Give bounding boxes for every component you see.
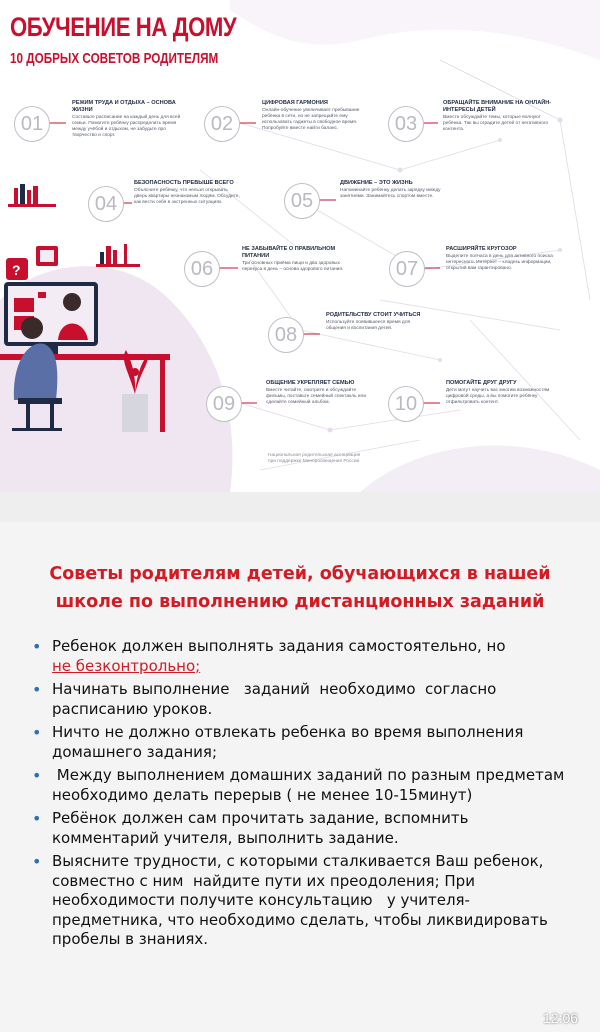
bullet-icon: • xyxy=(32,766,42,785)
tip-number-04: 04 xyxy=(88,186,124,222)
list-item-text: Выясните трудности, с которыми сталкивается Ваш ребенок, совместно с ним найдите пути их преодоления; При необходимости получите консультацию у учителя-предметника, что необходимо сделать, чтобы ликвидировать пробелы в знаниях. xyxy=(52,852,558,948)
tip-body: Три основных приёма пищи и два здоровых перекуса в день – основа здорового питания. xyxy=(242,261,344,272)
tip-number-07: 07 xyxy=(389,251,425,287)
tip-10 xyxy=(446,380,556,406)
tip-body: Используйте появившееся время для общения и воспитания детей. xyxy=(326,320,411,331)
tip-number-02: 02 xyxy=(204,106,240,142)
list-item xyxy=(32,680,572,719)
tip-heading: ПОМОГАЙТЕ ДРУГ ДРУГУ xyxy=(446,380,517,386)
source-line: Национальная родительская ассоциация xyxy=(268,453,361,458)
tip-number-03: 03 xyxy=(388,106,424,142)
bullet-icon: • xyxy=(32,723,42,742)
list-item-highlight: не безконтрольно; xyxy=(52,656,201,675)
tip-heading: НЕ ЗАБЫВАЙТЕ О ПРАВИЛЬНОМ ПИТАНИИ xyxy=(242,246,336,259)
tip-09 xyxy=(266,380,374,406)
list-item xyxy=(32,637,572,676)
tip-06 xyxy=(242,246,352,273)
tip-03 xyxy=(443,100,561,133)
advice-heading xyxy=(0,560,600,616)
list-item-text: Ребёнок должен сам прочитать задание, вспомнить комментарий учителя, выполнить задание. xyxy=(52,809,469,847)
tip-number-05: 05 xyxy=(284,183,320,219)
infographic-image xyxy=(0,0,600,492)
list-item-text: Между выполнением домашних заданий по разным предметам необходимо делать перерыв ( не менее 10-15минут) xyxy=(52,766,570,804)
list-item xyxy=(32,852,572,950)
list-item-text: Ребенок должен выполнять задания самостоятельно, но xyxy=(52,637,506,655)
tip-body: Дети могут научить вас многим возможностям цифровой среды, а вы помогите ребёнку отфильтровать контент. xyxy=(446,388,550,405)
advice-list xyxy=(32,637,572,954)
list-item xyxy=(32,809,572,848)
tip-number-01: 01 xyxy=(14,106,50,142)
tip-heading: РОДИТЕЛЬСТВУ СТОИТ УЧИТЬСЯ xyxy=(326,312,421,318)
tip-01 xyxy=(72,100,182,139)
source-note xyxy=(268,453,360,465)
tip-04 xyxy=(134,180,242,206)
tip-number-10: 10 xyxy=(388,386,424,422)
source-line: при поддержке Минпросвещения России xyxy=(268,459,360,464)
svg-text:?: ? xyxy=(12,262,21,278)
tip-heading: ДВИЖЕНИЕ – ЭТО ЖИЗНЬ xyxy=(340,180,413,186)
tip-number-09: 09 xyxy=(206,386,242,422)
tip-body: Вместе читайте, смотрите и обсуждайте фильмы, поставьте семейный спектакль или сделайте семейный альбом. xyxy=(266,388,367,405)
advice-heading-line: школе по выполнению дистанционных заданий xyxy=(55,592,545,612)
list-item xyxy=(32,766,572,805)
bullet-icon: • xyxy=(32,637,42,656)
tip-heading: РЕЖИМ ТРУДА И ОТДЫХА – ОСНОВА ЖИЗНИ xyxy=(72,100,176,113)
tip-heading: РАСШИРЯЙТЕ КРУГОЗОР xyxy=(446,246,517,252)
tip-08 xyxy=(326,312,430,332)
tip-body: Объясните ребёнку, что нельзя открывать дверь квартиры незнакомым людям. Обсудите, как вести себя в экстренных ситуациях. xyxy=(134,188,240,205)
tip-body: Составьте расписание на каждый день для всей семьи. Помогите ребёнку распределить время между учёбой и отдыхом, не забудьте про творчество и спорт. xyxy=(72,115,181,138)
tip-body: Напоминайте ребёнку делать зарядку между занятиями. Занимайтесь спортом вместе. xyxy=(340,188,441,199)
infographic-title: ОБУЧЕНИЕ НА ДОМУ xyxy=(10,12,237,42)
tip-number-06: 06 xyxy=(184,251,220,287)
bullet-icon: • xyxy=(32,680,42,699)
tip-body: Выделите полчаса в день для активного поиска интересного. Интернет – кладезь информации, открытий вам гарантировано. xyxy=(446,254,553,271)
bullet-icon: • xyxy=(32,809,42,828)
tip-02 xyxy=(262,100,372,132)
tip-body: Онлайн-обучение увеличивает пребывание ребёнка в сети, но не запрещайте ему использовать гаджеты в свободное время. Попробуйте вместе найти баланс. xyxy=(262,108,360,131)
infographic-subtitle: 10 ДОБРЫХ СОВЕТОВ РОДИТЕЛЯМ xyxy=(10,50,219,67)
tip-heading: ЦИФРОВАЯ ГАРМОНИЯ xyxy=(262,100,328,106)
tip-heading: БЕЗОПАСНОСТЬ ПРЕВЫШЕ ВСЕГО xyxy=(134,180,234,186)
bullet-icon: • xyxy=(32,852,42,871)
list-item-text: Начинать выполнение заданий необходимо согласно расписанию уроков. xyxy=(52,680,502,718)
tip-05 xyxy=(340,180,448,200)
list-item xyxy=(32,723,572,762)
status-time: 12:06 xyxy=(543,1010,579,1026)
tip-07 xyxy=(446,246,560,272)
tip-heading: ОБРАЩАЙТЕ ВНИМАНИЕ НА ОНЛАЙН-ИНТЕРЕСЫ ДЕТЕЙ xyxy=(443,100,552,113)
tip-heading: ОБЩЕНИЕ УКРЕПЛЯЕТ СЕМЬЮ xyxy=(266,380,355,386)
list-item-text: Ничто не должно отвлекать ребенка во время выполнения домашнего задания; xyxy=(52,723,524,761)
tip-body: Вместе обсуждайте темы, которые волнуют ребёнка. Так вы оградите детей от негативного контента. xyxy=(443,115,549,132)
image-separator xyxy=(0,492,600,522)
tip-number-08: 08 xyxy=(268,317,304,353)
advice-heading-line: Советы родителям детей, обучающихся в нашей xyxy=(49,564,551,584)
